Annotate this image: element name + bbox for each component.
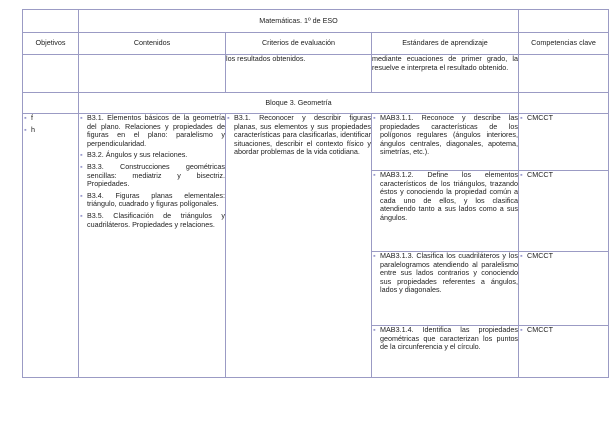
objetivo-text: h	[31, 124, 35, 134]
bullet-icon: ▪	[373, 251, 376, 260]
bullet-icon: ▪	[80, 113, 83, 122]
competencia-cell	[519, 326, 609, 378]
bullet-icon: ▪	[520, 251, 523, 260]
criterio-text: B3.1. Reconocer y describir figuras planas, sus elementos y sus propiedades características para clasificarlas, identificar situaciones, describir el contexto físico y abordar problemas de la vida cotidiana.	[234, 113, 371, 157]
contenido-text: B3.4. Figuras planas elementales: triángulo, cuadrado y figuras polígonales.	[87, 190, 225, 209]
estandar-cell	[372, 114, 519, 171]
contenidos-list	[79, 114, 225, 229]
bullet-icon: ▪	[80, 190, 83, 200]
title-left-empty-cell	[23, 10, 79, 33]
carryover-contenidos-cell	[79, 55, 226, 93]
list-item	[79, 114, 225, 148]
bullet-icon: ▪	[80, 210, 83, 220]
carryover-criterio: los resultados obtenidos.	[226, 55, 372, 93]
estandar-text: MAB3.1.3. Clasifica los cuadriláteros y los paralelogramos atendiendo al paralelismo entre sus lados contrarios y conociendo sus propiedades referentes a ángulos, lados y diagonales.	[380, 251, 519, 295]
bullet-icon: ▪	[24, 113, 27, 122]
competencia-text: CMCCT	[527, 325, 553, 334]
header-competencias: Competencias clave	[519, 33, 609, 55]
objetivo-text: f	[31, 113, 33, 122]
list-item	[372, 252, 518, 295]
block-left-empty-cell	[23, 93, 79, 114]
criterios-cell	[226, 114, 372, 378]
estandar-cell	[372, 252, 519, 326]
bullet-icon: ▪	[520, 170, 523, 179]
list-item	[372, 114, 518, 157]
header-contenidos: Contenidos	[79, 33, 226, 55]
objetivos-cell	[23, 114, 79, 378]
list-item	[372, 171, 518, 223]
curriculum-table	[22, 9, 609, 378]
competencia-text: CMCCT	[527, 170, 553, 179]
bullet-icon: ▪	[373, 113, 376, 122]
carryover-estandar: mediante ecuaciones de primer grado, la resuelve e interpreta el resultado obtenido.	[372, 55, 519, 93]
list-item	[23, 114, 78, 123]
header-criterios: Criterios de evaluación	[226, 33, 372, 55]
competencia-cell	[519, 252, 609, 326]
objetivos-list	[23, 114, 78, 134]
bullet-icon: ▪	[227, 113, 230, 122]
bullet-icon: ▪	[373, 325, 376, 334]
competencia-text: CMCCT	[527, 251, 553, 260]
header-objetivos: Objetivos	[23, 33, 79, 55]
bullet-icon: ▪	[520, 113, 523, 122]
list-item	[79, 163, 225, 189]
competencia-text: CMCCT	[527, 113, 553, 122]
carryover-objetivos-cell	[23, 55, 79, 93]
bullet-icon: ▪	[80, 150, 83, 160]
estandar-cell	[372, 326, 519, 378]
header-estandares: Estándares de aprendizaje	[372, 33, 519, 55]
table-title: Matemáticas. 1º de ESO	[79, 10, 519, 33]
list-item	[79, 151, 225, 160]
block-right-empty-cell	[519, 93, 609, 114]
competencia-cell	[519, 114, 609, 171]
list-item	[519, 171, 608, 180]
block-title: Bloque 3. Geometría	[79, 93, 519, 114]
contenido-text: B3.3. Construcciones geométricas sencillas: mediatriz y bisectriz. Propiedades.	[87, 161, 225, 189]
estandar-text: MAB3.1.4. Identifica las propiedades geométricas que caracterizan los puntos de la circunferencia y el círculo.	[380, 325, 519, 352]
contenido-text: B3.2. Ángulos y sus relaciones.	[87, 150, 188, 160]
title-right-empty-cell	[519, 10, 609, 33]
bullet-icon: ▪	[80, 161, 83, 171]
list-item	[79, 192, 225, 209]
carryover-competencias-cell	[519, 55, 609, 93]
list-item	[372, 326, 518, 352]
list-item	[226, 114, 371, 157]
list-item	[519, 326, 608, 335]
competencia-cell	[519, 171, 609, 252]
bullet-icon: ▪	[24, 124, 27, 134]
bullet-icon: ▪	[520, 325, 523, 334]
list-item	[519, 114, 608, 123]
contenido-text: B3.5. Clasificación de triángulos y cuadriláteros. Propiedades y relaciones.	[87, 210, 225, 229]
estandar-cell	[372, 171, 519, 252]
estandar-text: MAB3.1.1. Reconoce y describe las propiedades características de los polígonos regulares (ángulos interiores, ángulos centrales, diagonales, apotema, simetrías, etc.).	[380, 113, 519, 157]
list-item	[23, 126, 78, 135]
contenido-text: B3.1. Elementos básicos de la geometría del plano. Relaciones y propiedades de figuras en el plano: paralelismo y perpendicularidad.	[87, 113, 225, 148]
list-item	[519, 252, 608, 261]
criterios-list	[226, 114, 371, 157]
estandar-text: MAB3.1.2. Define los elementos característicos de los triángulos, trazando éstos y conociendo la propiedad común a cada uno de ellos, y los clasifica atendiendo tanto a sus lados como a sus ángulos.	[380, 170, 519, 222]
contenidos-cell	[79, 114, 226, 378]
bullet-icon: ▪	[373, 170, 376, 179]
list-item	[79, 212, 225, 229]
